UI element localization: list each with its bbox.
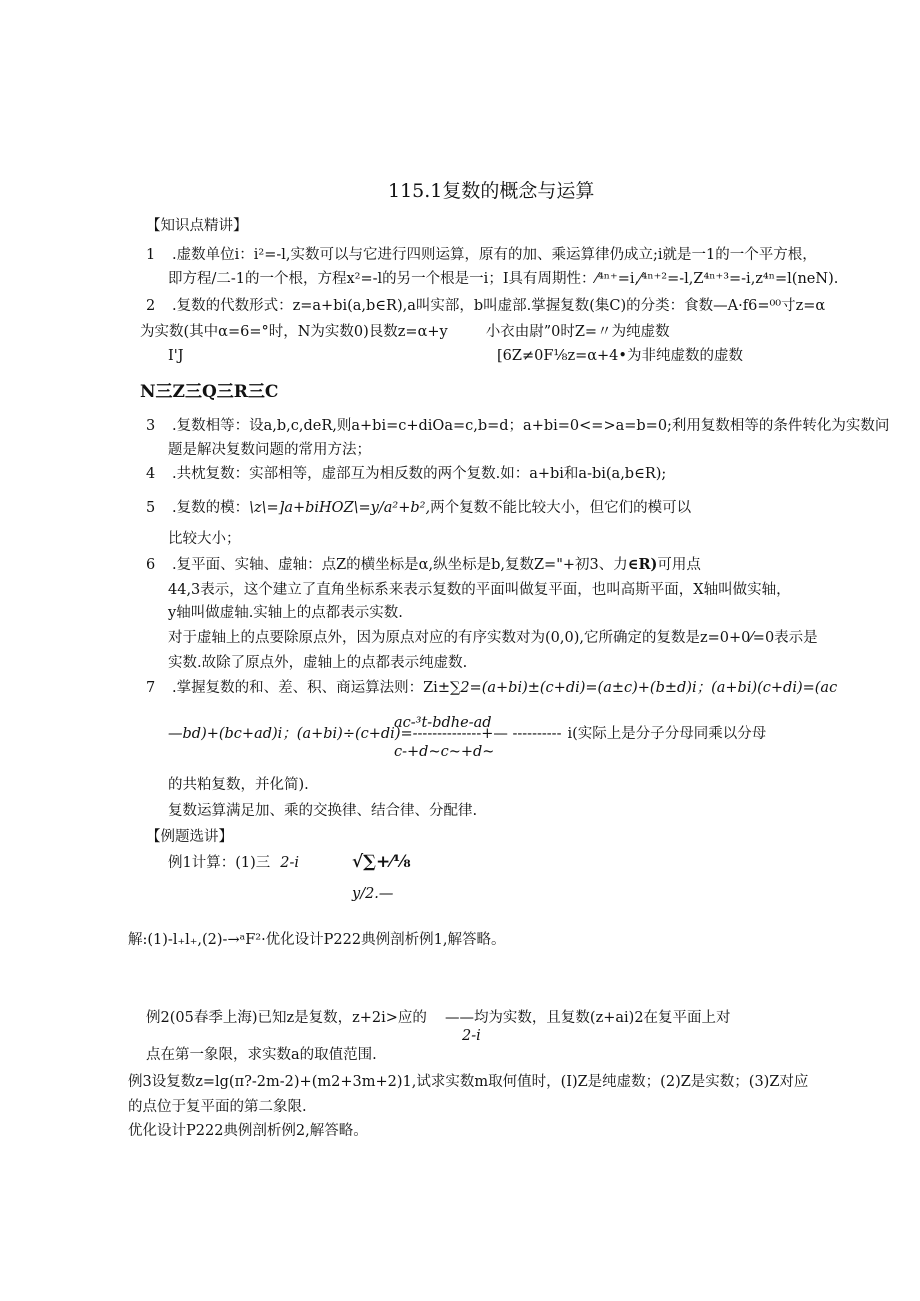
fraction-denominator: c-+d~c~+d~ [394, 744, 495, 760]
item-number: 1 [146, 247, 156, 263]
list-item-5-cont: 比较大小； [168, 531, 241, 547]
item-number: 2 [146, 298, 156, 314]
item-text: 为实数(其中α=6=°时，N为实数0)艮数z=α+y [140, 324, 448, 340]
list-item-7-cont3: 复数运算满足加、乘的交换律、结合律、分配律. [168, 803, 478, 819]
item-text: .复数的代数形式：z=a+bi(a,b∈R),a叫实部，b叫虚部.掌握复数(集C)的分类：食数—A·f6=⁰⁰寸z=α [172, 298, 826, 314]
item-text: .复平面、实轴、虚轴：点Z的横坐标是α,纵坐标是b,复数Z="+初3、力 [172, 557, 628, 573]
sum-formula: ∑2=(a+bi)±(c+di)=(a±c)+(b±d)i；(a+bi)(c+di)=(ac [449, 680, 838, 696]
example-2-denominator: 2-i [462, 1028, 481, 1044]
list-item-1-cont: 即方程/二-1的一个根，方程x²=-l的另一个根是一i；I具有周期性：⁄⁴ⁿ⁺=i,⁄⁴ⁿ⁺²=-l,Z⁴ⁿ⁺³=-i,z⁴ⁿ=l(neN). [168, 271, 839, 287]
item-number: 5 [146, 500, 156, 516]
example-2-question [146, 1008, 731, 1028]
item-number: 6 [146, 557, 156, 573]
example-2-cont: 点在第一象限，求实数a的取值范围. [146, 1047, 377, 1063]
list-item-7-cont [168, 724, 766, 744]
example-text: 例2(05春季上海)已知z是复数，z+2i>应的 [146, 1010, 427, 1026]
example-1-solution: 解:(1)-l₊l₊,(2)-→ᵃF²·优化设计P222典例剖析例1,解答略。 [128, 932, 506, 948]
example-text: ——均为实数，且复数(z+ai)2在复平面上对 [444, 1010, 731, 1026]
example-3-cont: 的点位于复平面的第二象限. [128, 1099, 307, 1115]
list-item-2 [146, 296, 825, 316]
list-item-7 [146, 678, 837, 698]
list-item-7-cont2: 的共粕复数，并化简). [168, 777, 309, 793]
list-item-6-cont: 44,3表示，这个建立了直角坐标系来表示复数的平面叫做复平面，也叫高斯平面，X轴叫做实轴， [168, 582, 791, 598]
example-1-question [168, 853, 299, 873]
page-title: 115.1复数的概念与运算 [388, 180, 595, 202]
list-item-1 [146, 245, 817, 265]
item-text: i(实际上是分子分母同乘以分母 [567, 726, 767, 742]
list-item-5 [146, 498, 691, 518]
list-item-2-cont [140, 322, 670, 342]
list-item-2-cont3: [6Z≠0F⅛z=α+4•为非纯虚数的虚数 [497, 348, 743, 364]
item-number: 3 [146, 418, 156, 434]
list-item-3-cont: 题是解决复数问题的常用方法； [168, 442, 371, 458]
list-item-6-cont4: 实数.故除了原点外，虚轴上的点都表示纯虚数. [168, 655, 468, 671]
item-text: .共枕复数：实部相等，虚部互为相反数的两个复数.如：a+bi和a-bi(a,b∈R); [172, 466, 667, 482]
example-3-solution: 优化设计P222典例剖析例2,解答略。 [128, 1123, 368, 1139]
example-1-expression-2: √∑+⁄⅛ [352, 852, 411, 872]
list-item-3 [146, 416, 889, 436]
example-expression: 2-i [280, 855, 300, 871]
list-item-2-cont2: I'J [168, 348, 184, 364]
fraction-numerator: ac-³t-bdhe-ad [394, 715, 492, 731]
item-text: .掌握复数的和、差、积、商运算法则：Zi± [172, 680, 450, 696]
list-item-4 [146, 464, 666, 484]
list-item-6-cont2: y轴叫做虚轴.实轴上的点都表示实数. [168, 605, 403, 621]
section-heading-examples: 【例题选讲】 [146, 829, 233, 845]
item-text: 两个复数不能比较大小，但它们的模可以 [430, 500, 692, 516]
example-1-expression-3: y/2.— [352, 886, 394, 902]
item-text: 可用点 [657, 557, 701, 573]
item-number: 7 [146, 680, 156, 696]
item-text: .复数的模： [172, 500, 250, 516]
modulus-formula: \z\=]a+biHOZ\=y/a²+b², [249, 500, 431, 516]
item-text: .虚数单位i：i²=-l,实数可以与它进行四则运算，原有的加、乘运算律仍成立;i就是一1的一个平方根， [172, 247, 817, 263]
list-item-6-cont3: 对于虚轴上的点要除原点外，因为原点对应的有序实数对为(0,0),它所确定的复数是z=0+0⁄=0表示是 [168, 630, 818, 646]
section-heading-knowledge: 【知识点精讲】 [146, 218, 248, 234]
fraction-bar: -------------+— ---------- [417, 726, 562, 742]
item-text: 小衣由尉”0时Z=〃为纯虚数 [485, 324, 670, 340]
example-3-question: 例3设复数z=lg(π?-2m-2)+(m2+3m+2)1,试求实数m取何值时，(I)Z是纯虚数；(2)Z是实数；(3)Z对应 [128, 1074, 809, 1090]
product-formula: —bd)+(bc+ad)i；(a+bi)÷(c+di)=- [168, 726, 418, 742]
number-set-chain: N三Z三Q三R三C [140, 382, 279, 402]
list-item-6 [146, 555, 701, 575]
example-text: 例1计算：(1)三 [168, 855, 271, 871]
item-text: ∈R) [627, 556, 658, 573]
item-number: 4 [146, 466, 156, 482]
item-text: .复数相等：设a,b,c,deR,则a+bi=c+diOa=c,b=d；a+bi=0<=>a=b=0;利用复数相等的条件转化为实数问 [172, 418, 890, 434]
